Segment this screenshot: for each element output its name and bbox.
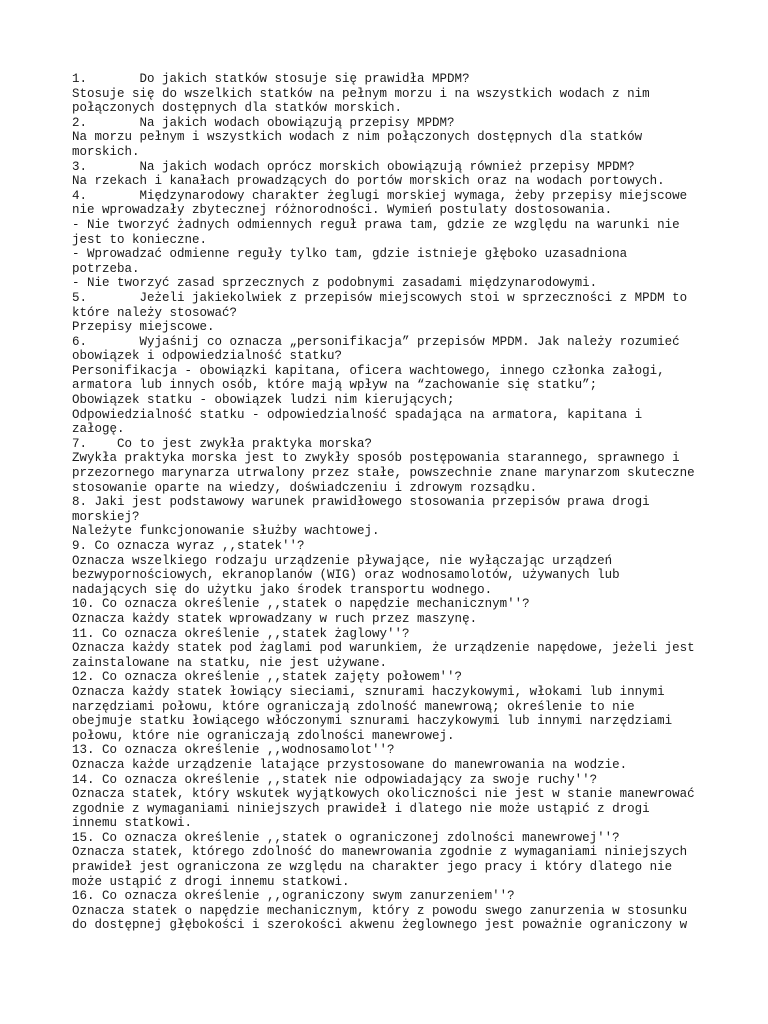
text-line: nie wprowadzały zbytecznej różnorodności. Wymień postulaty dostosowania. bbox=[72, 203, 613, 218]
text-line: 9. Co oznacza wyraz ,,statek''? bbox=[72, 539, 305, 553]
text-line: narzędziami połowu, które ograniczają zdolność manewrową; określenie to nie bbox=[72, 699, 635, 714]
text-line: zgodnie z wymaganiami niniejszych prawideł i dlatego nie może ustąpić z drogi bbox=[72, 801, 650, 816]
text-line: Stosuje się do wszelkich statków na pełnym morzu i na wszystkich wodach z nim bbox=[72, 86, 650, 101]
text-line: 13. Co oznacza określenie ,,wodnosamolot''? bbox=[72, 743, 395, 758]
text-line: Personifikacja - obowiązki kapitana, oficera wachtowego, innego członka załogi, bbox=[72, 363, 665, 378]
text-line: morskich. bbox=[72, 144, 140, 159]
text-line: Oznacza wszelkiego rodzaju urządzenie pływające, nie wyłączając urządzeń bbox=[72, 553, 613, 568]
text-line: 8. Jaki jest podstawowy warunek prawidłowego stosowania przepisów prawa drogi bbox=[72, 495, 650, 510]
text-line: morskiej? bbox=[72, 509, 140, 524]
text-line: 7. Co to jest zwykła praktyka morska? bbox=[72, 436, 373, 451]
text-line: załogę. bbox=[72, 422, 125, 437]
text-line: 2. Na jakich wodach obowiązują przepisy MPDM? bbox=[72, 115, 455, 130]
text-line: Na rzekach i kanałach prowadzących do portów morskich oraz na wodach portowych. bbox=[72, 174, 665, 189]
text-line: 5. Jeżeli jakiekolwiek z przepisów miejscowych stoi w sprzeczności z MPDM to bbox=[72, 290, 688, 305]
text-line: 16. Co oznacza określenie ,,ograniczony swym zanurzeniem''? bbox=[72, 889, 515, 904]
text-line: zainstalowane na statku, nie jest używane. bbox=[72, 655, 388, 670]
text-line: 4. Międzynarodowy charakter żeglugi morskiej wymaga, żeby przepisy miejscowe bbox=[72, 188, 688, 203]
text-line: Oznacza każdy statek wprowadzany w ruch przez maszynę. bbox=[72, 611, 478, 626]
text-line: 1. Do jakich statków stosuje się prawidła MPDM? bbox=[72, 72, 470, 86]
text-line: jest to konieczne. bbox=[72, 232, 208, 247]
text-line: 12. Co oznacza określenie ,,statek zajęty połowem''? bbox=[72, 670, 463, 685]
text-line: przezornego marynarza utrwalony przez stałe, powszechnie znane marynarzom skuteczne bbox=[72, 466, 695, 481]
text-line: - Nie tworzyć zasad sprzecznych z podobnymi zasadami międzynarodowymi. bbox=[72, 276, 598, 291]
text-line: połączonych dostępnych dla statków morskich. bbox=[72, 101, 403, 116]
text-line: Oznacza statek, którego zdolność do manewrowania zgodnie z wymaganiami niniejszych bbox=[72, 845, 688, 860]
text-line: obejmuje statku łowiącego włóczonymi sznurami haczykowymi lub innymi narzędziami bbox=[72, 714, 673, 729]
text-line: Oznacza każde urządzenie latające przystosowane do manewrowania na wodzie. bbox=[72, 757, 628, 772]
text-line: Przepisy miejscowe. bbox=[72, 320, 215, 335]
text-line: stosowanie oparte na wiedzy, doświadczeniu i zdrowym rozsądku. bbox=[72, 480, 538, 495]
text-line: Oznacza statek, który wskutek wyjątkowych okoliczności nie jest w stanie manewrować bbox=[72, 787, 695, 802]
text-line: może ustąpić z drogi innemu statkowi. bbox=[72, 874, 350, 889]
text-line: 10. Co oznacza określenie ,,statek o napędzie mechanicznym''? bbox=[72, 597, 530, 612]
text-line: Zwykła praktyka morska jest to zwykły sposób postępowania starannego, sprawnego i bbox=[72, 451, 680, 466]
text-line: Oznacza każdy statek pod żaglami pod warunkiem, że urządzenie napędowe, jeżeli jest bbox=[72, 641, 695, 656]
text-line: Oznacza każdy statek łowiący sieciami, sznurami haczykowymi, włokami lub innymi bbox=[72, 684, 665, 699]
text-line: 14. Co oznacza określenie ,,statek nie odpowiadający za swoje ruchy''? bbox=[72, 772, 598, 787]
text-line: nadających się do użytku jako środek transportu wodnego. bbox=[72, 582, 493, 597]
text-line: Obowiązek statku - obowiązek ludzi nim kierujących; bbox=[72, 393, 455, 408]
text-line: do dostępnej głębokości i szerokości akwenu żeglownego jest poważnie ograniczony w bbox=[72, 918, 688, 933]
text-line: Należyte funkcjonowanie służby wachtowej. bbox=[72, 524, 380, 539]
text-line: prawideł jest ograniczona ze względu na charakter jego pracy i który dlatego nie bbox=[72, 860, 673, 875]
text-line: które należy stosować? bbox=[72, 305, 238, 320]
text-line: Odpowiedzialność statku - odpowiedzialność spadająca na armatora, kapitana i bbox=[72, 407, 643, 422]
document-body bbox=[72, 72, 712, 933]
text-line: - Nie tworzyć żadnych odmiennych reguł prawa tam, gdzie ze względu na warunki nie bbox=[72, 217, 680, 232]
text-line: Na morzu pełnym i wszystkich wodach z nim połączonych dostępnych dla statków bbox=[72, 130, 643, 145]
text-line: innemu statkowi. bbox=[72, 816, 193, 831]
text-line: armatora lub innych osób, które mają wpływ na “zachowanie się statku”; bbox=[72, 378, 598, 393]
text-line: Oznacza statek o napędzie mechanicznym, który z powodu swego zanurzenia w stosunku bbox=[72, 903, 688, 918]
text-line: 15. Co oznacza określenie ,,statek o ograniczonej zdolności manewrowej''? bbox=[72, 830, 620, 845]
text-line: 3. Na jakich wodach oprócz morskich obowiązują również przepisy MPDM? bbox=[72, 159, 635, 174]
text-line: 6. Wyjaśnij co oznacza „personifikacja” przepisów MPDM. Jak należy rozumieć bbox=[72, 334, 680, 349]
text-line: potrzeba. bbox=[72, 261, 140, 276]
text-line: połowu, które nie ograniczają zdolności manewrowej. bbox=[72, 728, 455, 743]
text-line: 11. Co oznacza określenie ,,statek żaglowy''? bbox=[72, 626, 410, 641]
text-line: - Wprowadzać odmienne reguły tylko tam, gdzie istnieje głęboko uzasadniona bbox=[72, 247, 628, 262]
text-line: obowiązek i odpowiedzialność statku? bbox=[72, 349, 343, 364]
text-line: bezwypornościowych, ekranoplanów (WIG) oraz wodnosamolotów, używanych lub bbox=[72, 568, 620, 583]
